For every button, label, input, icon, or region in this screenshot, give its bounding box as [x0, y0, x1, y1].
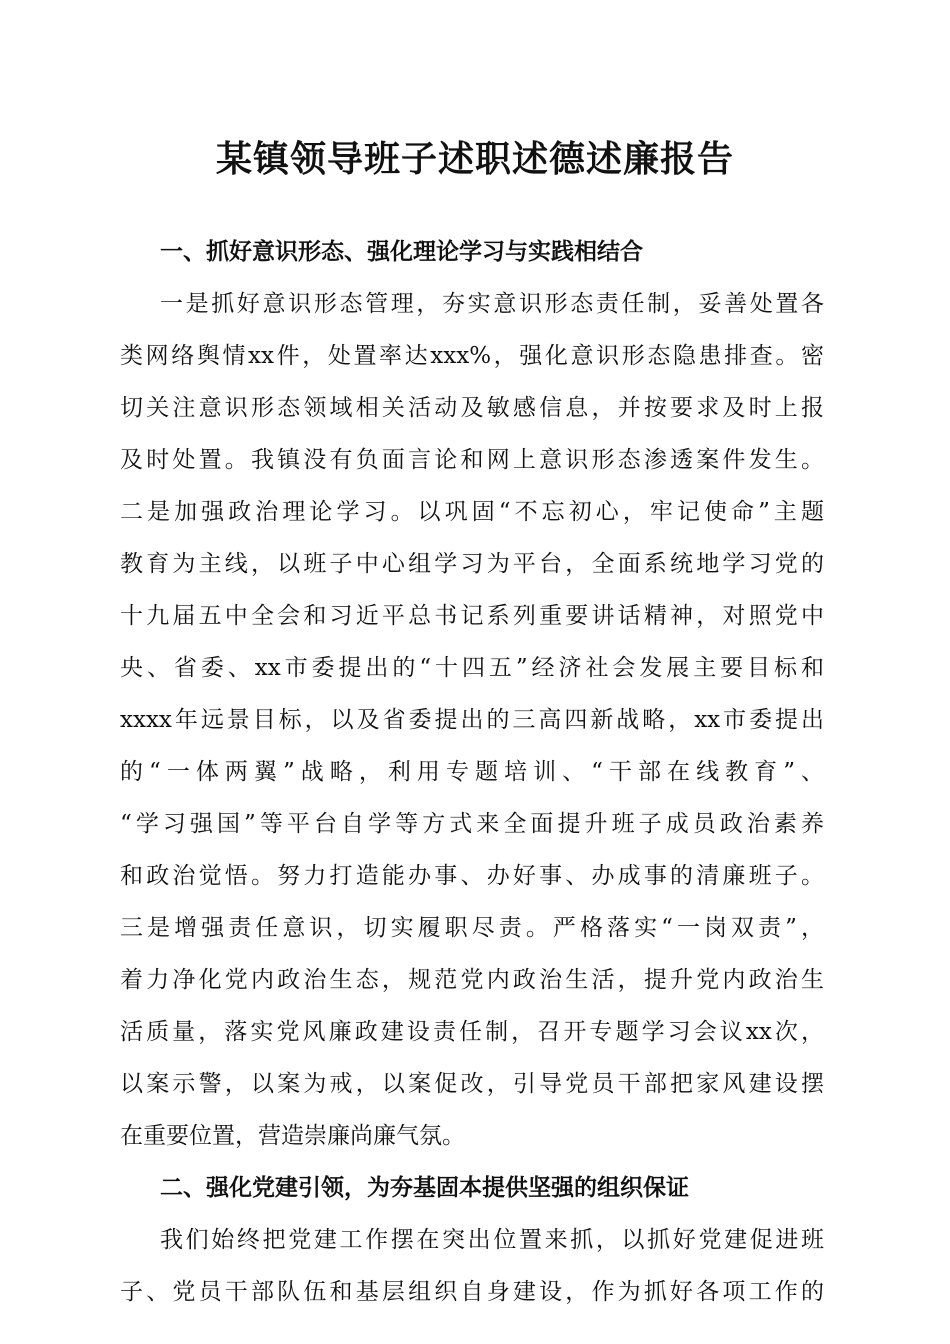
text-line: 的“一体两翼”战略，利用专题培训、“干部在线教育”、 — [120, 759, 824, 785]
text-line: 及时处置。我镇没有负面言论和网上意识形态渗透案件发生。 — [120, 447, 824, 473]
text-line: 切关注意识形态领域相关活动及敏感信息，并按要求及时上报 — [120, 395, 824, 421]
document-body — [120, 226, 824, 1318]
text-line: 十九届五中全会和习近平总书记系列重要讲话精神，对照党中 — [120, 603, 824, 629]
section-2-paragraph — [120, 1214, 824, 1318]
text-line: 类网络舆情xx件，处置率达xxx%，强化意识形态隐患排查。密 — [120, 343, 824, 369]
text-line: 着力净化党内政治生态，规范党内政治生活，提升党内政治生 — [120, 967, 824, 993]
text-line: 教育为主线，以班子中心组学习为平台，全面系统地学习党的 — [120, 551, 824, 577]
text-line: 以案示警，以案为戒，以案促改，引导党员干部把家风建设摆 — [120, 1071, 824, 1097]
text-line: 二是加强政治理论学习。以巩固“不忘初心，牢记使命”主题 — [120, 499, 824, 525]
text-line: xxxx年远景目标，以及省委提出的三高四新战略，xx市委提出 — [120, 707, 824, 733]
text-line: 一是抓好意识形态管理，夯实意识形态责任制，妥善处置各 — [160, 291, 824, 317]
section-1-paragraph — [120, 278, 824, 1162]
text-line: 央、省委、xx市委提出的“十四五”经济社会发展主要目标和 — [120, 655, 824, 681]
text-line: 我们始终把党建工作摆在突出位置来抓，以抓好党建促进班 — [160, 1227, 824, 1253]
section-heading-2: 二、强化党建引领，为夯基固本提供坚强的组织保证 — [160, 1175, 689, 1201]
text-line: 在重要位置，营造崇廉尚廉气氛。 — [120, 1123, 465, 1149]
text-line: 子、党员干部队伍和基层组织自身建设，作为抓好各项工作的 — [120, 1279, 824, 1305]
text-line: 活质量，落实党风廉政建设责任制，召开专题学习会议xx次， — [120, 1019, 824, 1045]
text-line: 和政治觉悟。努力打造能办事、办好事、办成事的清廉班子。 — [120, 863, 824, 889]
section-heading-1: 一、抓好意识形态、强化理论学习与实践相结合 — [160, 239, 643, 265]
text-line: 三是增强责任意识，切实履职尽责。严格落实“一岗双责”， — [120, 915, 824, 941]
page-title: 某镇领导班子述职述德述廉报告 — [215, 138, 734, 180]
text-line: “学习强国”等平台自学等方式来全面提升班子成员政治素养 — [120, 811, 824, 837]
